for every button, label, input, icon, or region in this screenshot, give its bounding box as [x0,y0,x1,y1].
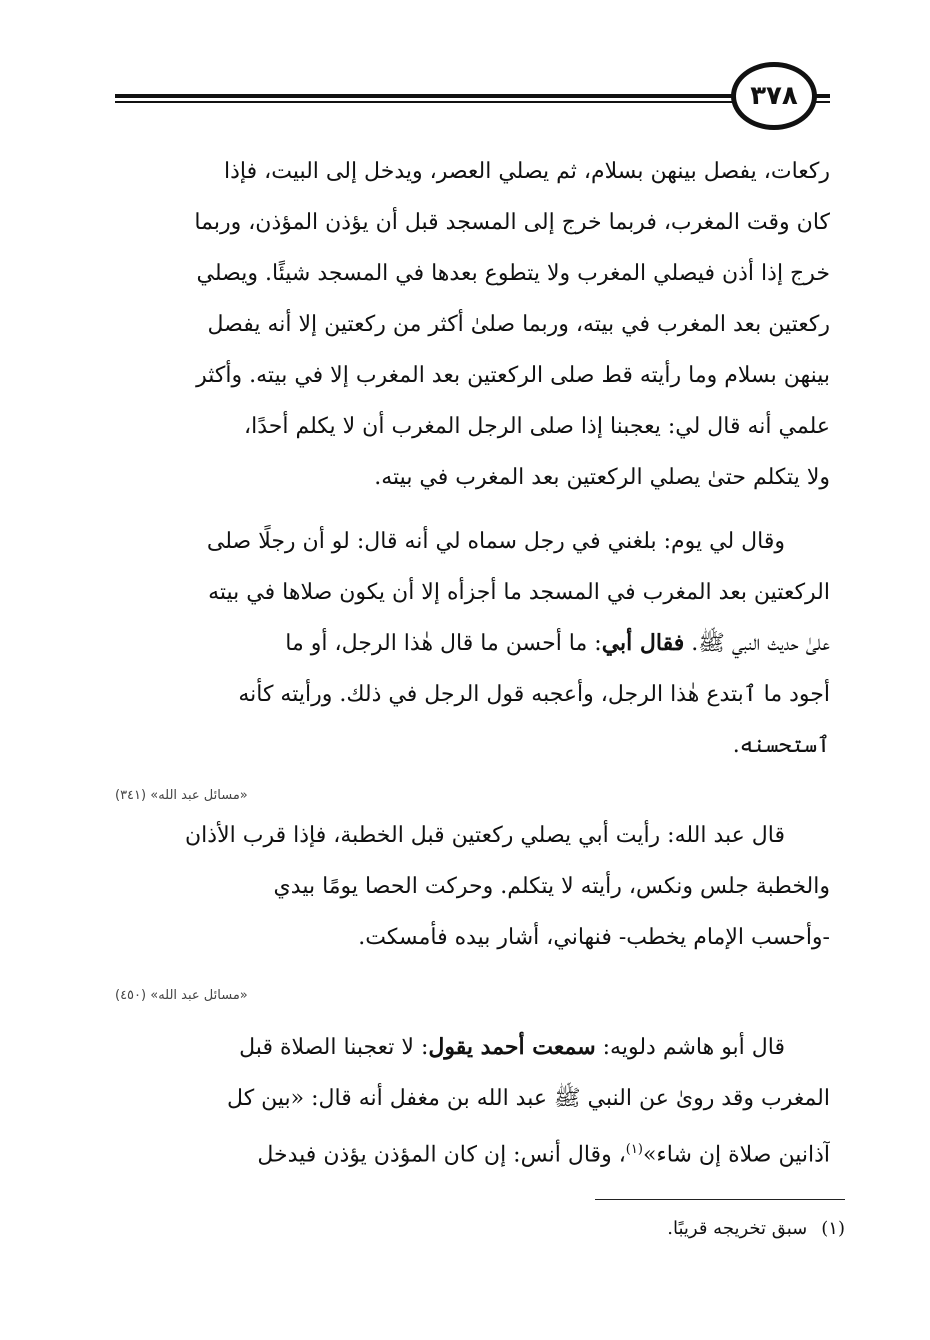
paragraph-line: خرج إذا أذن فيصلي المغرب ولا يتطوع بعدها في المسجد شيئًا. ويصلي [196,261,830,286]
paragraph-line [115,1022,830,1073]
paragraph-3 [115,810,830,963]
paragraph-line: بينهن بسلام وما رأيته قط صلى الركعتين بعد المغرب إلا في بيته. وأكثر [196,363,830,388]
line-text: : لا تعجبنا الصلاة قبل [239,1035,429,1060]
header-rule-thin [115,101,830,103]
line-text: ، وقال أنس: إن كان المؤذن يؤذن فيدخل [257,1142,626,1168]
paragraph-line: ولا يتكلم حتىٰ يصلي الركعتين بعد المغرب في بيته. [374,465,830,490]
line-text: علىٰ حديث النبي ﷺ. [684,631,830,656]
paragraph-line: علمي أنه قال لي: يعجبنا إذا صلى الرجل المغرب أن لا يكلم أحدًا، [243,414,830,439]
page-number: ٣٧٨ [731,62,817,130]
paragraph-line: كان وقت المغرب، فربما خرج إلى المسجد قبل أن يؤذن المؤذن، وربما [194,210,830,235]
footnote-text: سبق تخريجه قريبًا. [667,1218,808,1239]
bold-phrase: سمعت أحمد يقول [428,1034,596,1060]
paragraph-line: وقال لي يوم: بلغني في رجل سماه لي أنه قال: لو أن رجلًا صلى [206,529,785,554]
footnote [430,1218,845,1239]
paragraph-line: الركعتين بعد المغرب في المسجد ما أجزأه إلا أن يكون صلاها في بيته [208,580,830,605]
paragraph-1 [115,146,830,503]
paragraph-line: ركعتين بعد المغرب في بيته، وربما صلىٰ أكثر من ركعتين إلا أنه يفصل [207,312,830,337]
paragraph-line: ٱستحسنه. [732,733,830,758]
source-citation: «مسائل عبد الله» (٣٤١) [115,788,248,803]
paragraph-line [115,618,830,669]
paragraph-2 [115,516,830,771]
header-rule [115,94,830,106]
footnote-reference[interactable]: (١) [625,1142,643,1157]
paragraph-line: المغرب وقد روىٰ عن النبي ﷺ عبد الله بن مغفل أنه قال: «بين كل [227,1086,830,1111]
footnote-mark: (١) [821,1218,845,1239]
footnote-separator [595,1199,845,1200]
paragraph-4 [115,1022,830,1175]
paragraph-line: قال عبد الله: رأيت أبي يصلي ركعتين قبل الخطبة، فإذا قرب الأذان [185,823,785,848]
line-text: : ما أحسن ما قال هٰذا الرجل، أو ما [285,631,602,656]
line-text: آذانين صلاة إن شاء» [642,1142,830,1168]
line-text: قال أبو هاشم دلويه: [595,1035,785,1060]
paragraph-line: -وأحسب الإمام يخطب- فنهاني، أشار بيده فأمسكت. [358,925,830,950]
paragraph-line: أجود ما ٱبتدع هٰذا الرجل، وأعجبه قول الرجل في ذلك. ورأيته كأنه [238,682,830,707]
header-rule-thick [115,94,830,98]
paragraph-line: ركعات، يفصل بينهن بسلام، ثم يصلي العصر، ويدخل إلى البيت، فإذا [224,159,830,184]
paragraph-line: والخطبة جلس ونكس، رأيته لا يتكلم. وحركت الحصا يومًا بيدي [273,874,830,899]
bold-phrase: فقال أبي [601,630,685,656]
paragraph-line [115,1124,830,1175]
source-citation: «مسائل عبد الله» (٤٥٠) [115,988,248,1003]
